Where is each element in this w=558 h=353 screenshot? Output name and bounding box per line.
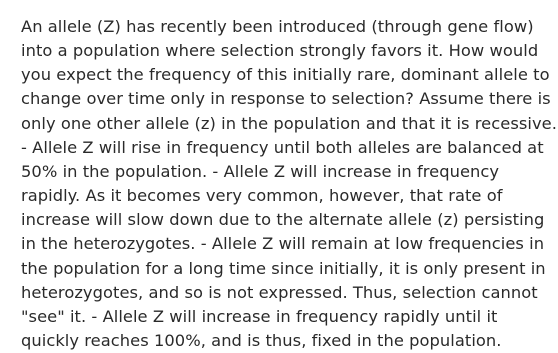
- question-line: only one other allele (z) in the population and that it is recessive.: [21, 113, 557, 133]
- question-line: "see" it. - Allele Z will increase in frequency rapidly until it: [21, 306, 498, 326]
- question-text: [21, 15, 557, 353]
- question-line: rapidly. As it becomes very common, however, that rate of: [21, 186, 503, 206]
- question-line: An allele (Z) has recently been introduced (through gene flow): [21, 17, 534, 36]
- question-line: change over time only in response to selection? Assume there is: [21, 89, 551, 109]
- question-line: quickly reaches 100%, and is thus, fixed in the population.: [21, 331, 502, 351]
- question-line: into a population where selection strongly favors it. How would: [21, 41, 539, 61]
- question-line: heterozygotes, and so is not expressed. Thus, selection cannot: [21, 282, 538, 302]
- question-line: - Allele Z will rise in frequency until both alleles are balanced at: [21, 137, 544, 157]
- question-line: in the heterozygotes. - Allele Z will remain at low frequencies in: [21, 234, 545, 254]
- question-line: increase will slow down due to the alternate allele (z) persisting: [21, 210, 545, 230]
- question-line: 50% in the population. - Allele Z will increase in frequency: [21, 161, 500, 181]
- question-line: you expect the frequency of this initially rare, dominant allele to: [21, 65, 550, 85]
- question-line: the population for a long time since initially, it is only present in: [21, 258, 546, 278]
